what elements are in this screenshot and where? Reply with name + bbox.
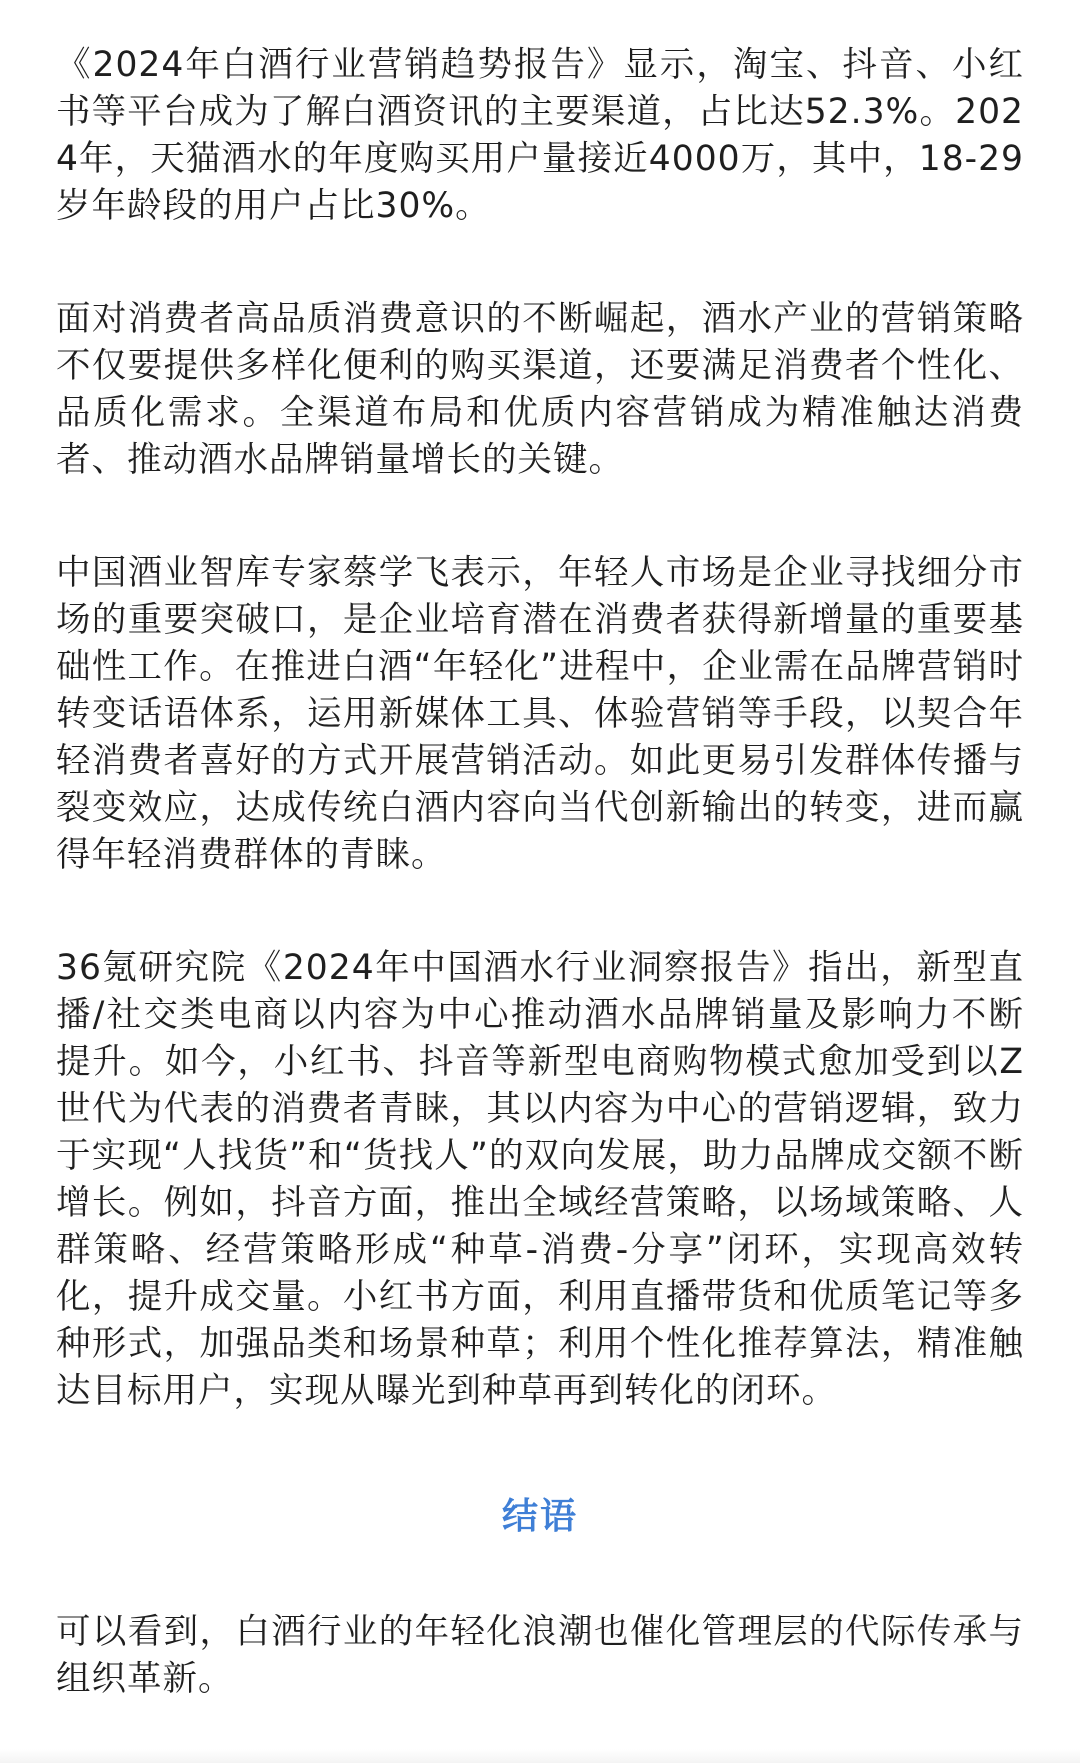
paragraph-market-data: 《2024年白酒行业营销趋势报告》显示，淘宝、抖音、小红书等平台成为了解白酒资讯的主要渠道，占比达52.3%。2024年，天猫酒水的年度购买用户量接近4000万，其中，18-29岁年龄段的用户占比30%。 [56, 45, 1024, 226]
article-body [56, 42, 1024, 1703]
paragraph-marketing-strategy: 面对消费者高品质消费意识的不断崛起，酒水产业的营销策略不仅要提供多样化便利的购买渠道，还要满足消费者个性化、品质化需求。全渠道布局和优质内容营销成为精准触达消费者、推动酒水品牌销量增长的关键。 [56, 299, 1024, 480]
paragraph-industry-report: 36氪研究院《2024年中国酒水行业洞察报告》指出，新型直播/社交类电商以内容为中心推动酒水品牌销量及影响力不断提升。如今，小红书、抖音等新型电商购物模式愈加受到以Z世代为代表的消费者青睐，其以内容为中心的营销逻辑，致力于实现“人找货”和“货找人”的双向发展，助力品牌成交额不断增长。例如，抖音方面，推出全域经营策略，以场域策略、人群策略、经营策略形成“种草-消费-分享”闭环，实现高效转化，提升成交量。小红书方面，利用直播带货和优质笔记等多种形式，加强品类和场景种草；利用个性化推荐算法，精准触达目标用户，实现从曝光到种草再到转化的闭环。 [56, 948, 1024, 1411]
paragraph-expert-opinion: 中国酒业智库专家蔡学飞表示，年轻人市场是企业寻找细分市场的重要突破口，是企业培育潜在消费者获得新增量的重要基础性工作。在推进白酒“年轻化”进程中，企业需在品牌营销时转变话语体系，运用新媒体工具、体验营销等手段，以契合年轻消费者喜好的方式开展营销活动。如此更易引发群体传播与裂变效应，达成传统白酒内容向当代创新输出的转变，进而赢得年轻消费群体的青睐。 [56, 553, 1024, 875]
bottom-divider [0, 1749, 1080, 1763]
paragraph-conclusion: 可以看到，白酒行业的年轻化浪潮也催化管理层的代际传承与组织革新。 [56, 1612, 1024, 1699]
section-heading-conclusion: 结语 [501, 1496, 578, 1537]
